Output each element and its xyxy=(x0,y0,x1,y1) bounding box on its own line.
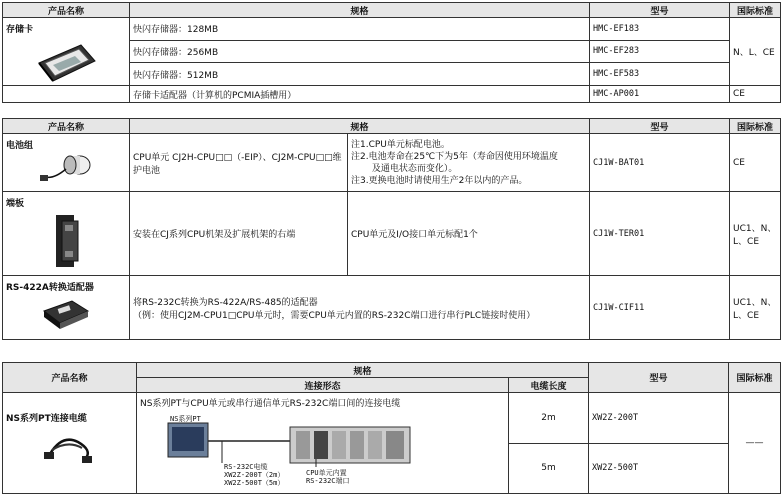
standard-line: L、CE xyxy=(733,310,760,321)
header-model: 型号 xyxy=(589,363,729,393)
notes-cell: CPU单元及I/O接口单元标配1个 xyxy=(348,192,590,276)
model-cell: HMC-EF583 xyxy=(590,63,730,86)
header-product-name: 产品名称 xyxy=(3,119,130,134)
memory-card-table xyxy=(2,2,781,103)
standard-cell: CE xyxy=(730,134,781,192)
standard-line: L、CE xyxy=(733,236,760,247)
model-cell: HMC-EF283 xyxy=(590,40,730,63)
product-name: 电池组 xyxy=(6,141,34,151)
pt-cable-table xyxy=(2,362,781,494)
port-label xyxy=(306,469,350,485)
product-name: NS系列PT连接电缆 xyxy=(6,414,87,424)
spec-cell xyxy=(130,276,590,340)
header-spec: 规格 xyxy=(130,3,590,18)
note-line: 注3.更换电池时请使用生产2年以内的产品。 xyxy=(351,175,528,186)
spec-cell: 快闪存储器：128MB xyxy=(130,18,590,41)
note-line: 注1.CPU单元标配电池。 xyxy=(351,139,450,150)
standard-cell: CE xyxy=(730,86,781,103)
connection-diagram xyxy=(140,413,505,493)
model-cell: HMC-EF183 xyxy=(590,18,730,41)
product-cell-terminator xyxy=(3,192,130,276)
connection-diagram-cell xyxy=(137,393,509,494)
header-model: 型号 xyxy=(590,119,730,134)
length-cell: 5m xyxy=(509,443,589,494)
standard-cell xyxy=(730,192,781,276)
spec-cell: 安装在CJ系列CPU机架及扩展机架的右端 xyxy=(130,192,348,276)
cable-icon xyxy=(42,430,98,464)
header-cable-length: 电缆长度 xyxy=(509,378,589,393)
cable-label-line: RS-232C电缆 xyxy=(224,463,268,471)
product-cell-memory-card xyxy=(3,18,130,86)
battery-icon xyxy=(36,153,96,187)
product-name: 端板 xyxy=(6,199,25,209)
model-cell: CJ1W-BAT01 xyxy=(590,134,730,192)
standard-line: UC1、N、 xyxy=(733,297,777,308)
standard-cell xyxy=(730,276,781,340)
standard-cell: N、L、CE xyxy=(730,18,781,86)
product-name: 存储卡 xyxy=(6,25,34,35)
spec-cell: 存储卡适配器（计算机的PCMIA插槽用） xyxy=(130,86,590,103)
port-label-line: RS-232C端口 xyxy=(306,477,350,485)
product-name: RS-422A转换适配器 xyxy=(6,283,94,293)
port-label-line: CPU单元内置 xyxy=(306,469,347,477)
header-model: 型号 xyxy=(590,3,730,18)
cable-label-line: XW2Z-200T（2m） xyxy=(224,471,285,479)
product-cell-adapter xyxy=(3,276,130,340)
product-cell-battery xyxy=(3,134,130,192)
cable-label xyxy=(224,463,284,487)
header-standard: 国际标准 xyxy=(730,119,781,134)
model-cell: XW2Z-500T xyxy=(589,443,729,494)
model-cell: XW2Z-200T xyxy=(589,393,729,444)
standard-line: UC1、N、 xyxy=(733,223,777,234)
header-connection-form: 连接形态 xyxy=(137,378,509,393)
header-spec: 规格 xyxy=(137,363,589,378)
length-cell: 2m xyxy=(509,393,589,444)
spec-cell: 快闪存储器：256MB xyxy=(130,40,590,63)
header-standard: 国际标准 xyxy=(730,3,781,18)
header-standard: 国际标准 xyxy=(729,363,781,393)
note-line: 注2.电池寿命在25℃下为5年（寿命因使用环境温度 xyxy=(351,151,558,162)
header-product-name: 产品名称 xyxy=(3,363,137,393)
pt-label: NS系列PT xyxy=(170,415,201,423)
model-cell: HMC-AP001 xyxy=(590,86,730,103)
spec-line: 将RS-232C转换为RS-422A/RS-485的适配器 xyxy=(133,297,318,308)
header-spec: 规格 xyxy=(130,119,590,134)
product-cell-empty xyxy=(3,86,130,103)
model-cell: CJ1W-TER01 xyxy=(590,192,730,276)
end-cover-icon xyxy=(46,211,86,271)
spec-line: （例：使用CJ2M-CPU1□CPU单元时，需要CPU单元内置的RS-232C端口进行串行PLC链接时使用） xyxy=(133,310,536,321)
cable-label-line: XW2Z-500T（5m） xyxy=(224,479,285,487)
header-product-name: 产品名称 xyxy=(3,3,130,18)
adapter-icon xyxy=(38,295,94,333)
note-line: 及通电状态而变化）。 xyxy=(351,163,458,174)
standard-cell: —— xyxy=(729,393,781,494)
product-cell-pt-cable xyxy=(3,393,137,494)
spec-cell: CPU单元 CJ2H-CPU□□（-EIP）、CJ2M-CPU□□维护电池 xyxy=(130,134,348,192)
spec-cell: 快闪存储器：512MB xyxy=(130,63,590,86)
cable-description: NS系列PT与CPU单元或串行通信单元RS-232C端口间的连接电缆 xyxy=(140,399,401,409)
memory-card-icon xyxy=(31,41,101,85)
accessories-table xyxy=(2,118,781,340)
notes-cell xyxy=(348,134,590,192)
model-cell: CJ1W-CIF11 xyxy=(590,276,730,340)
